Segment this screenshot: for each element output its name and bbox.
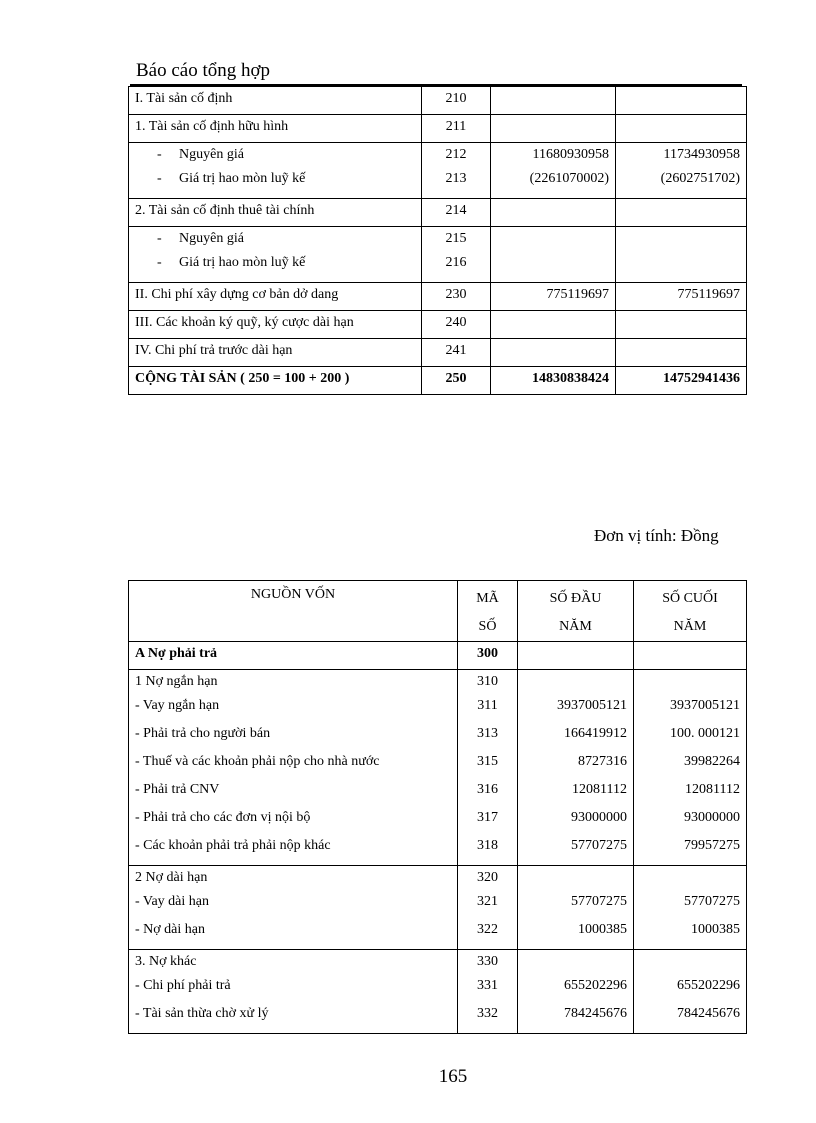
row-code: 240 — [422, 311, 491, 339]
row-end-value — [616, 115, 747, 143]
row-code: 313 — [458, 726, 518, 754]
row-start-value — [518, 866, 634, 894]
row-code: 241 — [422, 339, 491, 367]
row-label: 3. Nợ khác — [129, 950, 458, 978]
row-code: 230 — [422, 283, 491, 311]
table-row — [129, 670, 747, 698]
report-title: Báo cáo tổng hợp — [136, 60, 271, 81]
table-row — [129, 199, 747, 227]
table-row — [129, 1006, 747, 1034]
row-end-value — [616, 87, 747, 115]
row-end-value: 784245676 — [634, 1006, 747, 1034]
row-code: 317 — [458, 810, 518, 838]
table-row — [129, 115, 747, 143]
row-start-value: (2261070002) — [491, 171, 616, 199]
row-label: - Giá trị hao mòn luỹ kế — [129, 171, 422, 199]
row-code: 332 — [458, 1006, 518, 1034]
table-row — [129, 726, 747, 754]
table-header-row — [129, 581, 747, 642]
unit-label: Đơn vị tính: Đồng — [594, 526, 719, 545]
header-sources: NGUỒN VỐN — [129, 581, 458, 642]
row-start-value — [518, 670, 634, 698]
row-start-value: 11680930958 — [491, 143, 616, 171]
table-row — [129, 978, 747, 1006]
row-label: - Phải trả cho người bán — [129, 726, 458, 754]
table-row — [129, 283, 747, 311]
header-start-line1: SỐ ĐẦU — [549, 591, 602, 606]
row-code: 331 — [458, 978, 518, 1006]
capital-sources-table — [128, 580, 747, 1034]
table-row — [129, 87, 747, 115]
table-row — [129, 339, 747, 367]
row-code: 320 — [458, 866, 518, 894]
row-end-value — [616, 311, 747, 339]
header-end-line2: NĂM — [673, 619, 707, 634]
row-start-value: 57707275 — [518, 838, 634, 866]
table-row — [129, 754, 747, 782]
page-number: 165 — [438, 1066, 468, 1087]
row-code: 300 — [458, 642, 518, 670]
table-row — [129, 227, 747, 255]
row-label: - Nợ dài hạn — [129, 922, 458, 950]
table-row — [129, 255, 747, 283]
row-end-value — [616, 339, 747, 367]
header-end-line1: SỐ CUỐI — [662, 591, 718, 606]
row-code: 215 — [422, 227, 491, 255]
row-end-value: 3937005121 — [634, 698, 747, 726]
row-end-value: 57707275 — [634, 894, 747, 922]
row-label: - Chi phí phải trả — [129, 978, 458, 1006]
row-end-value — [616, 227, 747, 255]
row-end-value — [634, 950, 747, 978]
header-code-line1: MÃ — [476, 591, 499, 606]
row-label: - Phải trả cho các đơn vị nội bộ — [129, 810, 458, 838]
row-start-value: 14830838424 — [491, 367, 616, 395]
row-start-value — [491, 339, 616, 367]
row-label: - Nguyên giá — [129, 227, 422, 255]
row-label: A Nợ phải trả — [129, 642, 458, 670]
row-start-value — [518, 642, 634, 670]
table-row — [129, 171, 747, 199]
row-end-value — [634, 642, 747, 670]
table-row — [129, 894, 747, 922]
row-code: 321 — [458, 894, 518, 922]
row-end-value: 14752941436 — [616, 367, 747, 395]
row-start-value: 12081112 — [518, 782, 634, 810]
row-code: 316 — [458, 782, 518, 810]
row-end-value — [616, 199, 747, 227]
row-start-value: 166419912 — [518, 726, 634, 754]
table-row — [129, 642, 747, 670]
table-row — [129, 950, 747, 978]
row-start-value — [518, 950, 634, 978]
row-label: - Phải trả CNV — [129, 782, 458, 810]
table-row — [129, 311, 747, 339]
row-end-value: 39982264 — [634, 754, 747, 782]
row-end-value: 655202296 — [634, 978, 747, 1006]
row-label: - Tài sản thừa chờ xử lý — [129, 1006, 458, 1034]
row-label: 2 Nợ dài hạn — [129, 866, 458, 894]
row-end-value: (2602751702) — [616, 171, 747, 199]
table-row — [129, 866, 747, 894]
row-end-value: 775119697 — [616, 283, 747, 311]
row-label: II. Chi phí xây dựng cơ bản dở dang — [129, 283, 422, 311]
row-end-value: 93000000 — [634, 810, 747, 838]
row-start-value: 1000385 — [518, 922, 634, 950]
row-label: - Giá trị hao mòn luỹ kế — [129, 255, 422, 283]
table-row — [129, 698, 747, 726]
row-start-value: 57707275 — [518, 894, 634, 922]
row-code: 250 — [422, 367, 491, 395]
row-label: - Vay ngắn hạn — [129, 698, 458, 726]
row-label: 1. Tài sản cố định hữu hình — [129, 115, 422, 143]
row-code: 216 — [422, 255, 491, 283]
row-code: 210 — [422, 87, 491, 115]
table-row — [129, 143, 747, 171]
row-start-value — [491, 115, 616, 143]
row-start-value — [491, 311, 616, 339]
row-start-value: 784245676 — [518, 1006, 634, 1034]
row-start-value — [491, 255, 616, 283]
row-label: CỘNG TÀI SẢN ( 250 = 100 + 200 ) — [129, 367, 422, 395]
header-start-line2: NĂM — [559, 619, 592, 634]
row-label: - Thuế và các khoản phải nộp cho nhà nước — [129, 754, 458, 782]
row-label: 1 Nợ ngắn hạn — [129, 670, 458, 698]
row-code: 318 — [458, 838, 518, 866]
row-code: 213 — [422, 171, 491, 199]
table-row — [129, 810, 747, 838]
row-start-value — [491, 199, 616, 227]
row-end-value: 11734930958 — [616, 143, 747, 171]
row-label: IV. Chi phí trả trước dài hạn — [129, 339, 422, 367]
row-label: 2. Tài sản cố định thuê tài chính — [129, 199, 422, 227]
row-end-value — [616, 255, 747, 283]
header-code-line2: SỐ — [478, 619, 497, 634]
row-code: 212 — [422, 143, 491, 171]
row-start-value: 775119697 — [491, 283, 616, 311]
row-code: 322 — [458, 922, 518, 950]
row-end-value — [634, 670, 747, 698]
row-start-value — [491, 227, 616, 255]
row-end-value: 100. 000121 — [634, 726, 747, 754]
row-end-value: 12081112 — [634, 782, 747, 810]
row-label: III. Các khoản ký quỹ, ký cược dài hạn — [129, 311, 422, 339]
row-code: 214 — [422, 199, 491, 227]
row-code: 330 — [458, 950, 518, 978]
header-start-of-year — [518, 581, 634, 642]
row-start-value: 3937005121 — [518, 698, 634, 726]
header-code — [458, 581, 518, 642]
row-label: I. Tài sản cố định — [129, 87, 422, 115]
row-start-value: 93000000 — [518, 810, 634, 838]
row-end-value: 79957275 — [634, 838, 747, 866]
row-start-value: 655202296 — [518, 978, 634, 1006]
row-code: 310 — [458, 670, 518, 698]
table-row — [129, 367, 747, 395]
row-end-value — [634, 866, 747, 894]
table-row — [129, 782, 747, 810]
row-label: - Các khoản phải trả phải nộp khác — [129, 838, 458, 866]
header-end-of-year — [634, 581, 747, 642]
row-label: - Vay dài hạn — [129, 894, 458, 922]
row-code: 211 — [422, 115, 491, 143]
table-row — [129, 838, 747, 866]
row-code: 315 — [458, 754, 518, 782]
assets-table — [128, 86, 747, 395]
row-start-value — [491, 87, 616, 115]
row-label: - Nguyên giá — [129, 143, 422, 171]
row-start-value: 8727316 — [518, 754, 634, 782]
row-code: 311 — [458, 698, 518, 726]
row-end-value: 1000385 — [634, 922, 747, 950]
table-row — [129, 922, 747, 950]
